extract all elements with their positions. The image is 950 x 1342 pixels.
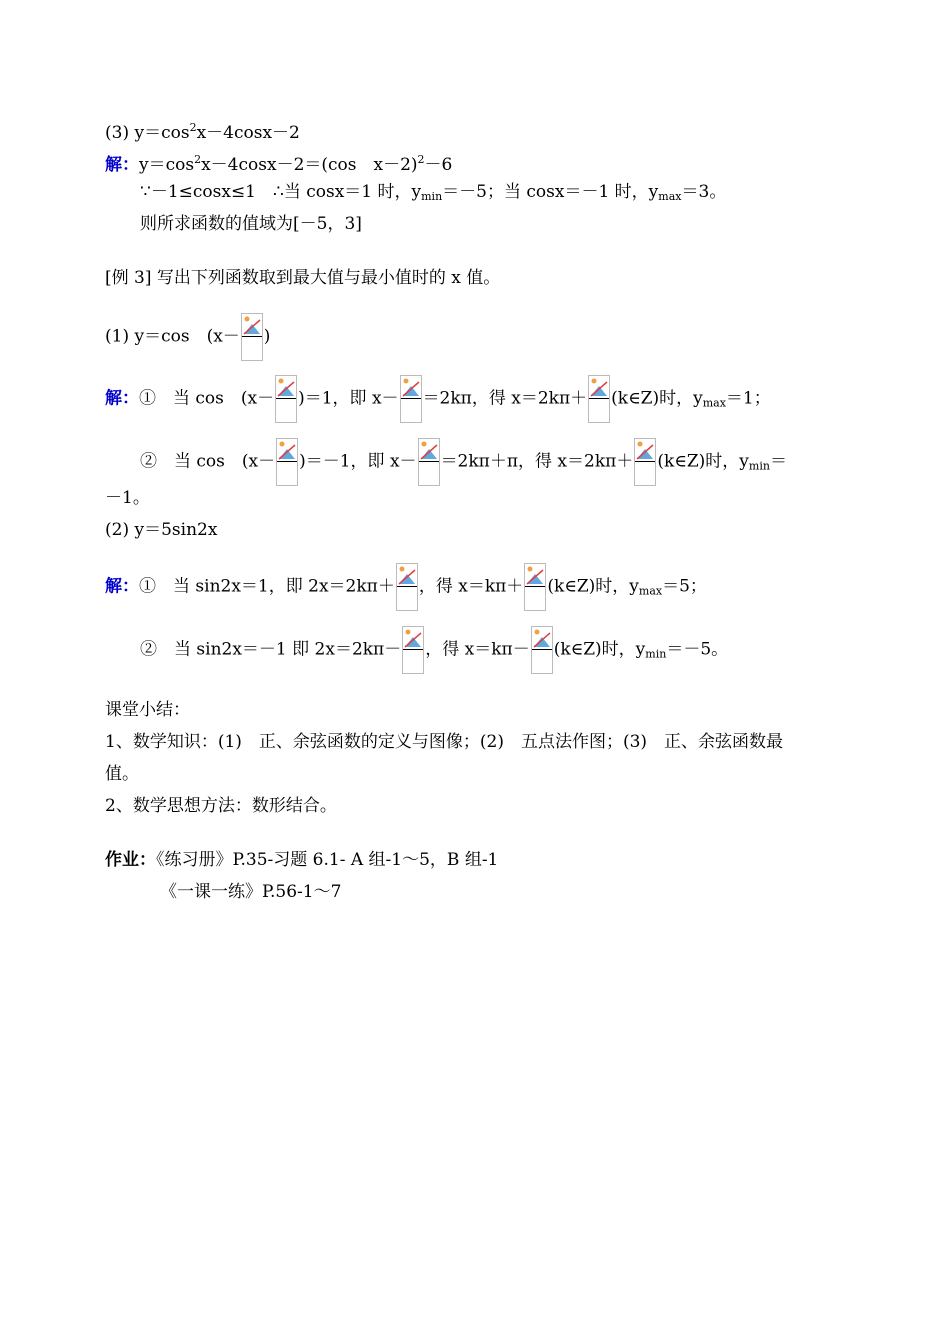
broken-image-icon (397, 564, 417, 610)
part3-solution: 解：$y=\cos^2x-4\cos x-2=(\cos$ x－2)$^2$－6 (105, 153, 453, 175)
broken-image-icon (277, 439, 297, 485)
example3-q1: (1) y＝cos (x－ ) (105, 313, 270, 361)
example3-heading: [例 3] 写出下列函数取到最大值与最小值时的 x 值。 (105, 268, 501, 288)
fraction-image (276, 438, 298, 486)
broken-image-icon (525, 564, 545, 610)
broken-image-icon (401, 376, 421, 422)
example3-s2-max: 解：① 当 sin2x＝1，即 2x＝2kπ＋ ，得 x＝kπ＋ (k∈Z)时，$y_{max}=5$； (105, 563, 707, 611)
summary-item1: 1、数学知识：(1) 正、余弦函数的定义与图像；(2) 五点法作图；(3) 正、余弦函数最 (105, 732, 784, 752)
broken-image-icon (532, 627, 552, 673)
broken-image-icon (589, 376, 609, 422)
broken-image-icon (635, 439, 655, 485)
homework-label: 作业： (105, 850, 156, 870)
part3-range: 则所求函数的值域为[－5，3] (140, 214, 362, 234)
example3-s1-max: 解：① 当 cos (x－ )＝1，即 x－ ＝2kπ，得 x＝2kπ＋ (k∈Z)时，$y_{max}=1$； (105, 375, 771, 423)
fraction-image (418, 438, 440, 486)
part3-question: (3) $y=\cos^2x-4\cos x-2$ (105, 121, 300, 143)
broken-image-icon (242, 314, 262, 360)
homework-line2: 《一课一练》P.56-1～7 (160, 882, 342, 902)
example3-s1-min-cont: －1。 (105, 488, 150, 508)
broken-image-icon (276, 376, 296, 422)
example3-q2: (2) y＝5sin2x (105, 520, 218, 540)
fraction-image (241, 313, 263, 361)
fraction-image (400, 375, 422, 423)
fraction-image (396, 563, 418, 611)
broken-image-icon (419, 439, 439, 485)
solution-label: 解： (105, 155, 139, 175)
part3-since-line: ∵－1≤cosx≤1 ∴当 cosx＝1 时，$y_{min}=-5$；当 cosx＝－1 时，$y_{max}=3$。 (140, 182, 727, 203)
fraction-image (524, 563, 546, 611)
summary-title: 课堂小结： (105, 700, 190, 720)
example3-s1-min: ② 当 cos (x－ )＝－1，即 x－ ＝2kπ＋π，得 x＝2kπ＋ (k∈Z)时，$y_{min}=$ (140, 438, 787, 486)
homework-line1: 作业：《练习册》P.35-习题 6.1- A 组-1～5，B 组-1 (105, 850, 499, 870)
fraction-image (402, 626, 424, 674)
fraction-image (531, 626, 553, 674)
broken-image-icon (403, 627, 423, 673)
fraction-image (275, 375, 297, 423)
fraction-image (634, 438, 656, 486)
fraction-image (588, 375, 610, 423)
summary-item1-cont: 值。 (105, 764, 139, 784)
summary-item2: 2、数学思想方法：数形结合。 (105, 796, 337, 816)
example3-s2-min: ② 当 sin2x＝－1 即 2x＝2kπ－ ，得 x＝kπ－ (k∈Z)时，$y_{min}=-5$。 (140, 626, 728, 674)
